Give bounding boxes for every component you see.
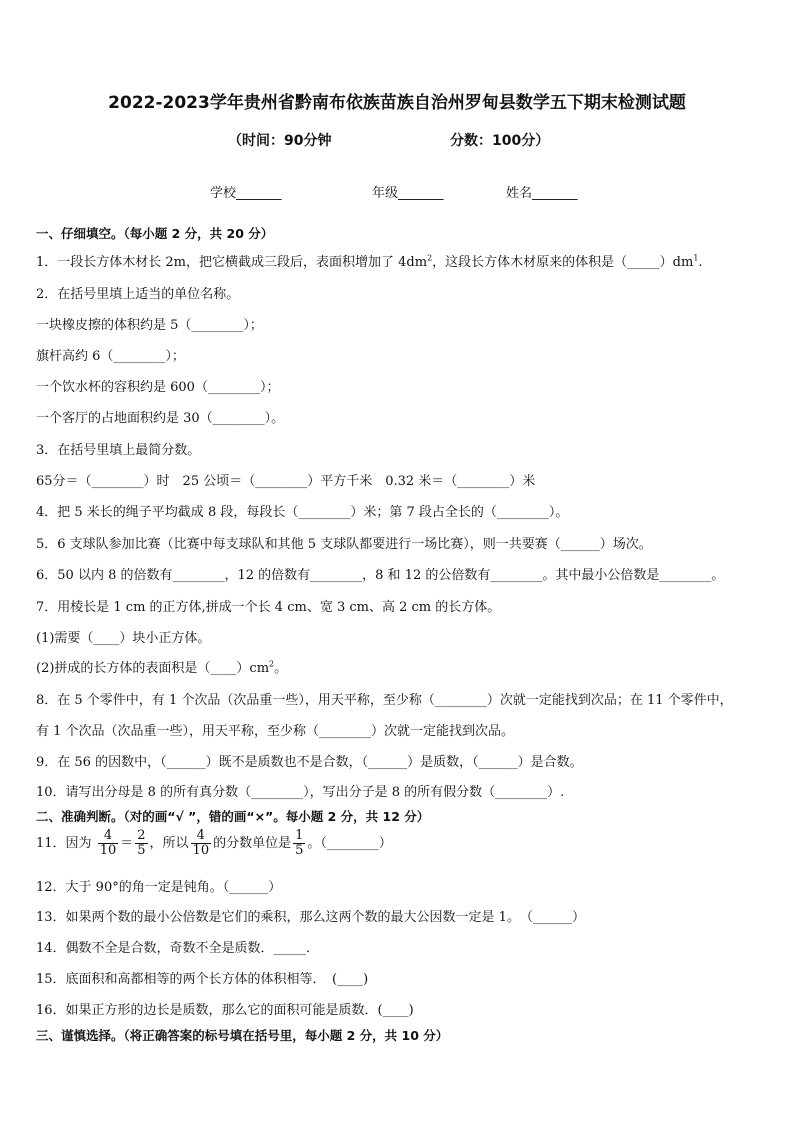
score-label: 分数：100分） — [450, 133, 550, 149]
question-3: 3．在括号里填上最简分数。 — [36, 443, 201, 458]
question-13: 13．如果两个数的最小公倍数是它们的乘积，那么这两个数的最大公因数一定是 1。 （______） — [36, 910, 585, 925]
question-1: 1．一段长方体木材长 2m，把它横截成三段后，表面积增加了 $4dm^2$，这段长方体木材原来的体积是$(\_\_\_\_\_)dm^1$. — [36, 253, 703, 270]
question-2: 2．在括号里填上适当的单位名称。 — [36, 287, 240, 302]
question-14: 14．偶数不全是合数，奇数不全是质数．_____． — [36, 941, 320, 956]
question-7-part-2: (2)拼成的长方体的表面积是$(\_\_\_\_)cm^2$。 — [36, 659, 288, 676]
question-8-line-1: 8．在 5 个零件中，有 1 个次品（次品重一些），用天平称，至少称（________）次就一定能找到次品；在 11 个零件中， — [36, 693, 733, 708]
fraction: $\frac{1}{5}$ — [295, 828, 304, 858]
question-15: 15．底面积和高都相等的两个长方体的体积相等． (____) — [36, 972, 369, 987]
question-11: 11．因为 $\frac{4}{10}$ ＝ $\frac{2}{5}$ ，所以 $\frac{4}{10}$ 的分数单位是 $\frac{1}{5}$ 。（________） — [36, 828, 392, 858]
question-2-item: 一块橡皮擦的体积约是 5（________）； — [36, 318, 263, 333]
question-5: 5．6 支球队参加比赛（比赛中每支球队和其他 5 支球队都要进行一场比赛），则一共要赛（______）场次。 — [36, 537, 652, 552]
question-2-item: 旗杆高约 6（________）； — [36, 349, 185, 364]
grade-field[interactable]: 年级_______ — [372, 186, 444, 201]
question-12: 12．大于 90°的角一定是钝角。（______） — [36, 880, 282, 895]
question-6: 6．50 以内 8 的倍数有________，12 的倍数有________，8 和 12 的公倍数有________。其中最小公倍数是________。 — [36, 568, 725, 583]
question-10: 10．请写出分母是 8 的所有真分数（________），写出分子是 8 的所有假分数（________）. — [36, 785, 565, 800]
fraction: $\frac{2}{5}$ — [137, 828, 146, 858]
section-3-heading: 三、谨慎选择。（将正确答案的标号填在括号里，每小题 2 分，共 10 分） — [36, 1028, 449, 1043]
question-2-item: 一个饮水杯的容积约是 600（________）； — [36, 380, 280, 395]
page-title: 2022-2023学年贵州省黔南布依族苗族自治州罗甸县数学五下期末检测试题 — [108, 93, 686, 113]
question-8-line-2: 有 1 个次品（次品重一些），用天平称，至少称（________）次就一定能找到次品。 — [36, 724, 515, 739]
time-label: （时间：90分钟 — [228, 133, 332, 149]
question-9: 9．在 56 的因数中，（______）既不是质数也不是合数，（______）是质数，（______）是合数。 — [36, 755, 583, 770]
name-field[interactable]: 姓名_______ — [506, 186, 578, 201]
question-7: 7．用棱长是 1 cm 的正方体,拼成一个长 4 cm、宽 3 cm、高 2 cm 的长方体。 — [36, 600, 501, 615]
question-16: 16．如果正方形的边长是质数，那么它的面积可能是质数．(____) — [36, 1003, 414, 1018]
section-2-heading: 二、准确判断。（对的画“√ ”，错的画“×”。每小题 2 分，共 12 分） — [36, 809, 430, 824]
question-2-item: 一个客厅的占地面积约是 30（________）。 — [36, 411, 285, 426]
fraction: $\frac{4}{10}$ — [99, 828, 117, 858]
question-4: 4．把 5 米长的绳子平均截成 8 段，每段长（________）米；第 7 段占全长的（________）。 — [36, 505, 569, 520]
school-field[interactable]: 学校_______ — [210, 186, 282, 201]
question-3-items: 65分＝（________）时 25 公顷＝（________）平方千米 0.32 米＝（________）米 — [36, 474, 536, 489]
fraction: $\frac{4}{10}$ — [192, 828, 210, 858]
question-7-part-1: (1)需要（____）块小正方体。 — [36, 631, 211, 646]
section-1-heading: 一、仔细填空。（每小题 2 分，共 20 分） — [36, 226, 274, 241]
